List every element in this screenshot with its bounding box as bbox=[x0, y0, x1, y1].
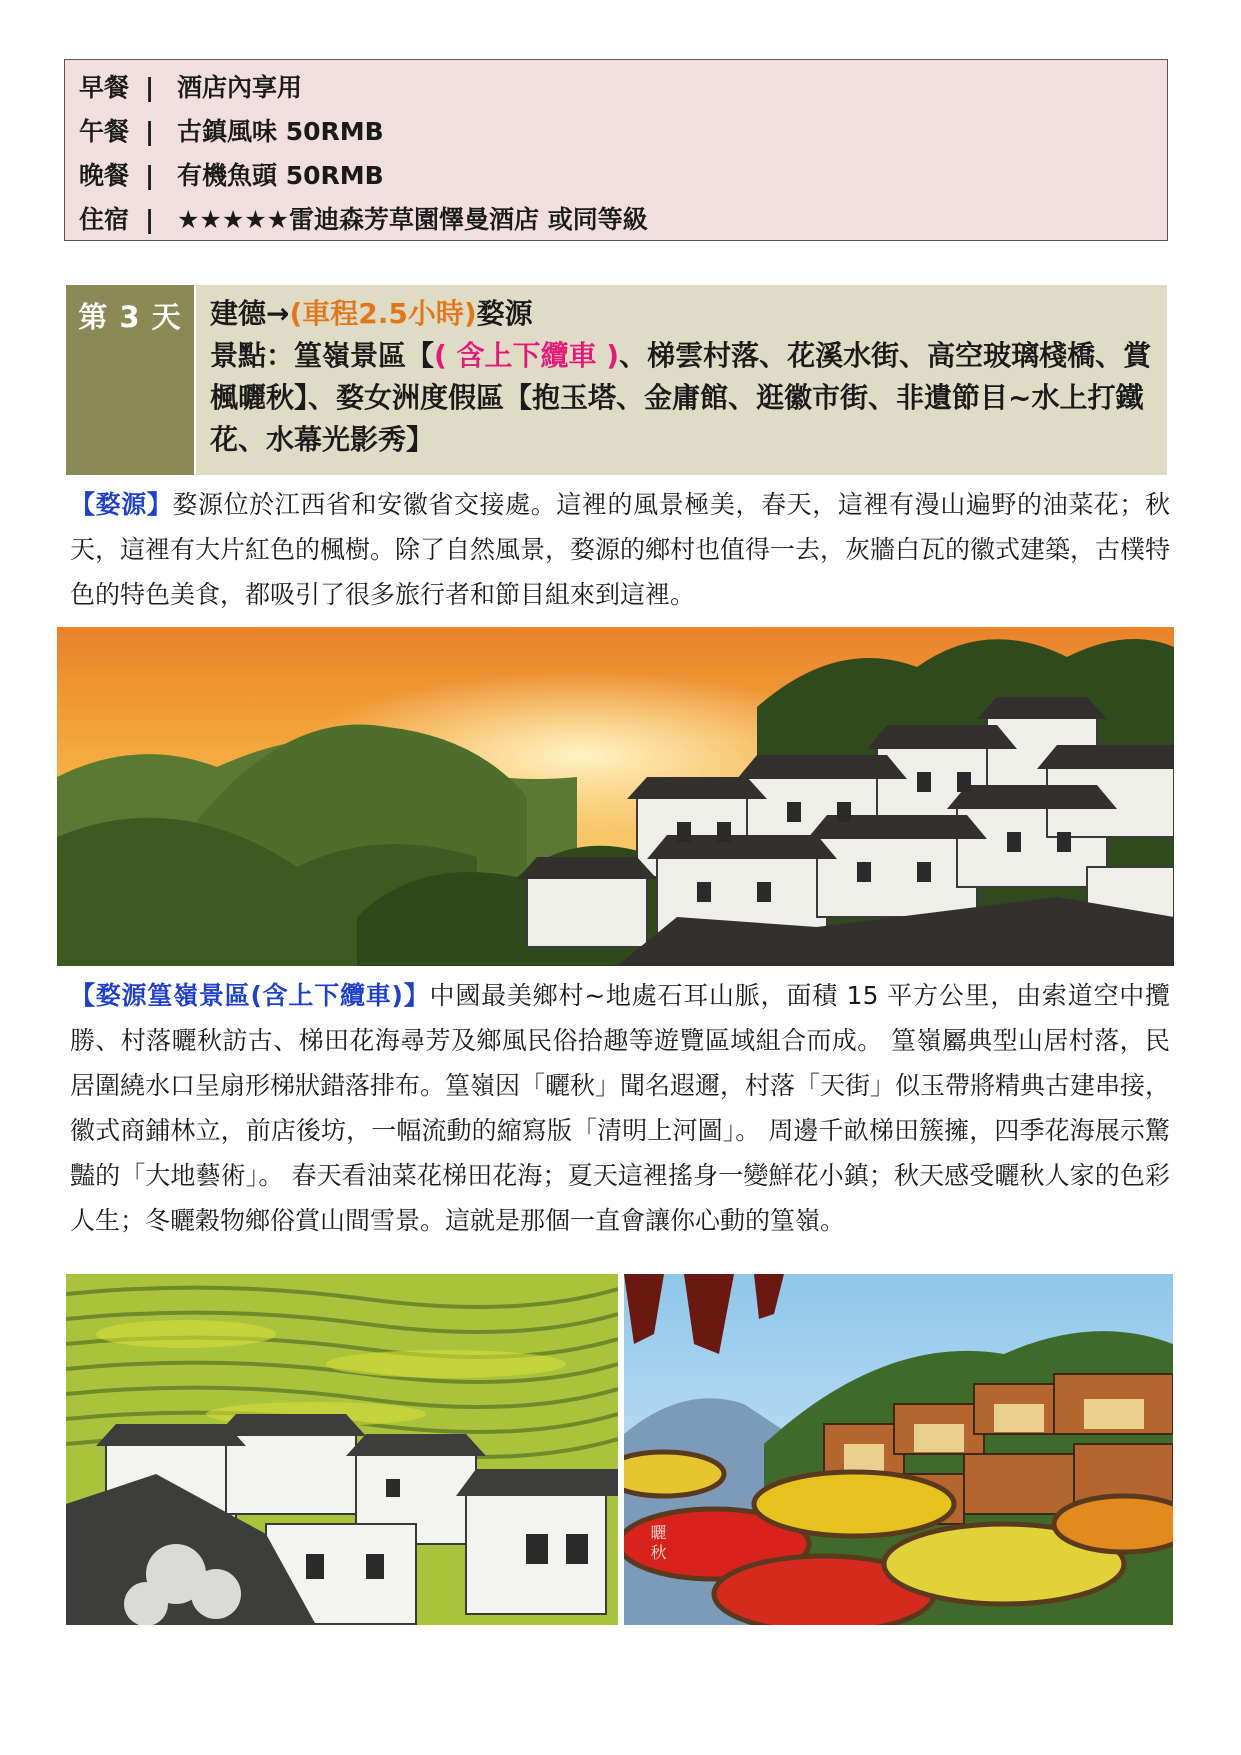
meal-row-lunch bbox=[79, 110, 1167, 154]
meal-info-box bbox=[64, 59, 1168, 241]
photo-caption: 曬秋 bbox=[648, 1524, 667, 1564]
huangling-tag: 【婺源篁嶺景區(含上下纜車)】 bbox=[70, 981, 430, 1010]
photo-rapeseed-terraces bbox=[66, 1274, 618, 1625]
meal-key: 晚餐 bbox=[79, 161, 130, 190]
meal-value: 酒店內享用 bbox=[177, 73, 303, 102]
meal-separator: | bbox=[145, 161, 155, 190]
route-duration: (車程2.5小時) bbox=[289, 297, 477, 330]
day-label: 第 3 天 bbox=[66, 285, 194, 475]
spots-prefix: 景點：篁嶺景區【 bbox=[210, 339, 435, 372]
meal-value: 有機魚頭 50RMB bbox=[177, 161, 384, 190]
intro-text: 婺源位於江西省和安徽省交接處。這裡的風景極美，春天，這裡有漫山遍野的油菜花；秋天，這裡有大片紅色的楓樹。除了自然風景，婺源的鄉村也值得一去，灰牆白瓦的徽式建築，古樸特色的特色美食，都吸引了很多旅行者和節目組來到這裡。 bbox=[70, 490, 1171, 609]
spots-rest: 、梯雲村落、花溪水街、高空玻璃棧橋、賞楓曬秋】、婺女洲度假區【抱玉塔、金庸館、逛徽市街、非遺節目~水上打鐵花、水幕光影秀】 bbox=[210, 339, 1152, 456]
day-itinerary-box bbox=[196, 285, 1167, 475]
meal-separator: | bbox=[145, 73, 155, 102]
meal-key: 早餐 bbox=[79, 73, 130, 102]
meal-value: ★★★★★雷迪森芳草園懌曼酒店 或同等級 bbox=[177, 205, 648, 234]
huangling-paragraph bbox=[70, 973, 1170, 1243]
huangling-text: 中國最美鄉村~地處石耳山脈，面積 15 平方公里，由索道空中攬勝、村落曬秋訪古、梯田花海尋芳及鄉風民俗拾趣等遊覽區域組合而成。 篁嶺屬典型山居村落，民居圍繞水口呈扇形梯狀錯落排布。篁嶺因「曬秋」聞名遐邇，村落「天街」似玉帶將精典古建串接，徽式商鋪林立，前店後坊，一幅流動的縮寫版「清明上河圖」。 周邊千畝梯田簇擁，四季花海展示驚豔的「大地藝術」。 春天看油菜花梯田花海；夏天這裡搖身一變鮮花小鎮；秋天感受曬秋人家的色彩人生；冬曬穀物鄉俗賞山間雪景。這就是那個一直會讓你心動的篁嶺。 bbox=[70, 981, 1171, 1235]
photo-sun-drying-crops bbox=[624, 1274, 1173, 1625]
meal-key: 住宿 bbox=[79, 205, 130, 234]
meal-row-hotel bbox=[79, 198, 1167, 242]
intro-tag: 【婺源】 bbox=[70, 490, 173, 519]
day-route bbox=[210, 293, 1167, 335]
meal-row-dinner bbox=[79, 154, 1167, 198]
day-spots bbox=[210, 335, 1167, 461]
meal-row-breakfast bbox=[79, 66, 1167, 110]
route-end: 婺源 bbox=[476, 297, 533, 330]
photo-sunset-village bbox=[57, 627, 1174, 966]
spots-highlight: ( 含上下纜車 ) bbox=[434, 339, 620, 372]
meal-value: 古鎮風味 50RMB bbox=[177, 117, 384, 146]
meal-key: 午餐 bbox=[79, 117, 130, 146]
meal-separator: | bbox=[145, 205, 155, 234]
route-start: 建德→ bbox=[210, 297, 290, 330]
intro-paragraph bbox=[70, 482, 1170, 617]
meal-separator: | bbox=[145, 117, 155, 146]
